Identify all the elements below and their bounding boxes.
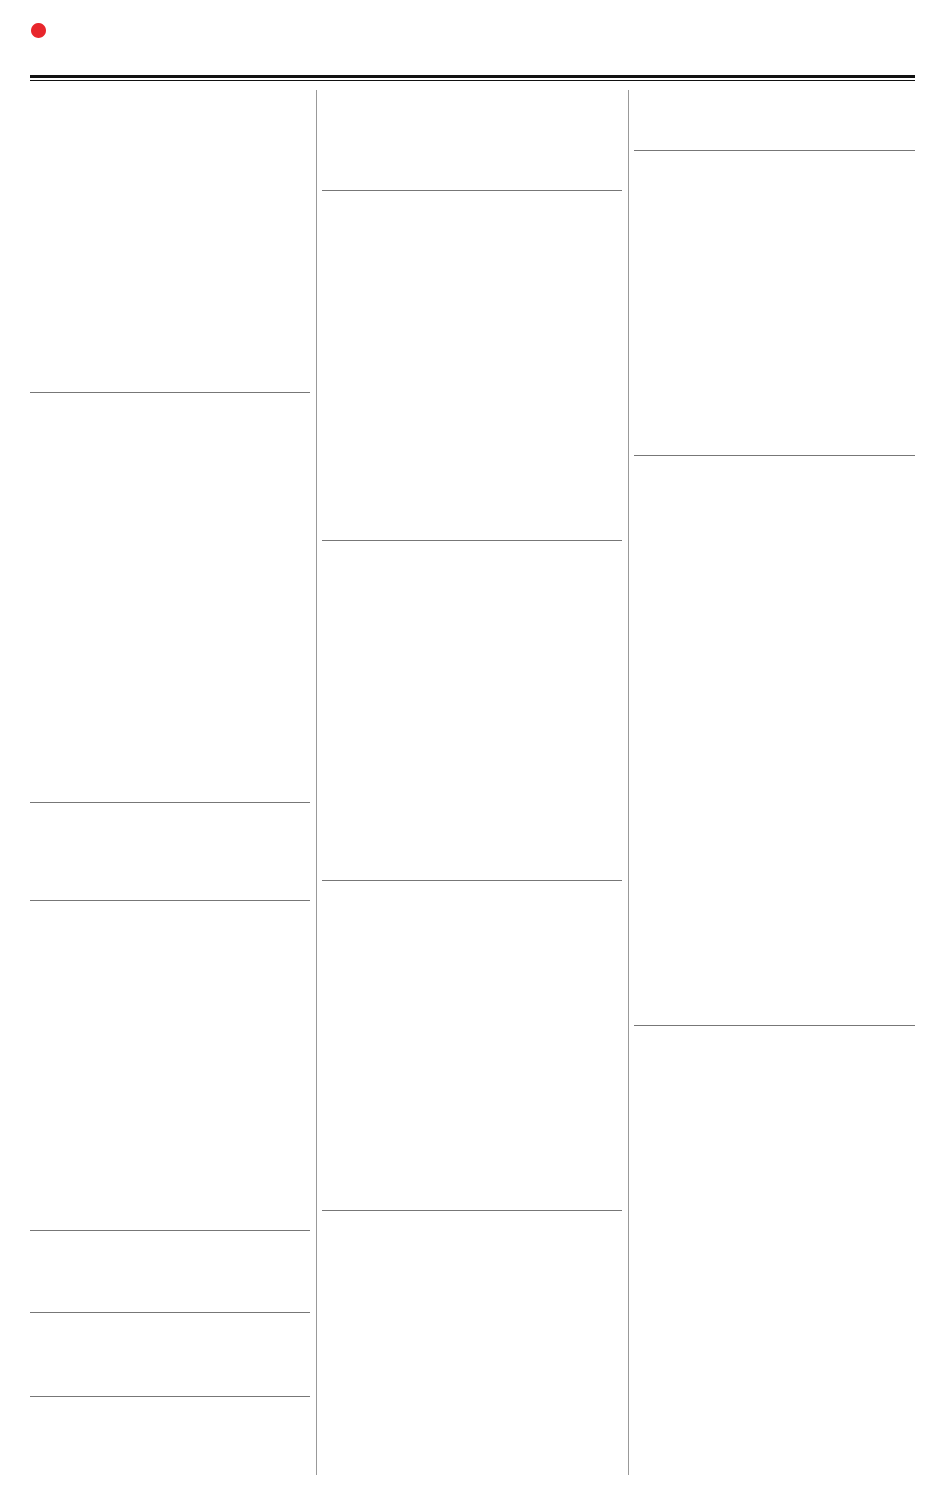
article-hospital-minister[interactable] <box>30 1318 310 1394</box>
article-divider <box>322 880 622 881</box>
article-column3-continuation <box>634 88 915 148</box>
masthead <box>0 0 945 80</box>
article-divider <box>30 1396 310 1397</box>
masthead-rule <box>30 75 915 78</box>
article-mideast-carrier[interactable] <box>30 1236 310 1310</box>
article-column2-continuation <box>322 88 622 188</box>
article-divider <box>30 392 310 393</box>
article-divider <box>322 190 622 191</box>
newspaper-logo[interactable] <box>30 16 47 47</box>
article-iranian-sailors[interactable] <box>322 886 622 1206</box>
article-divider <box>30 900 310 901</box>
article-fuel-remittance[interactable] <box>634 461 915 1021</box>
article-usa-trump[interactable] <box>30 88 310 388</box>
article-rajshahi-oil[interactable] <box>634 156 915 451</box>
article-divider <box>30 802 310 803</box>
article-women-value[interactable] <box>30 1402 310 1478</box>
column-separator <box>628 90 629 1475</box>
article-divider <box>634 1025 915 1026</box>
article-divider <box>634 150 915 151</box>
article-column3-bottom <box>634 1031 915 1478</box>
column-separator <box>316 90 317 1475</box>
article-divider <box>322 1210 622 1211</box>
article-divider <box>322 540 622 541</box>
article-mideast-war[interactable] <box>30 906 310 1228</box>
article-petrol-octane[interactable] <box>322 546 622 876</box>
article-column2-tail <box>322 1216 622 1478</box>
article-divider <box>634 455 915 456</box>
article-three-domes[interactable] <box>322 196 622 536</box>
article-eid-fare[interactable] <box>30 398 310 798</box>
article-divider <box>30 1230 310 1231</box>
logo-red-dot-icon <box>31 23 46 38</box>
masthead-rule-thin <box>30 80 915 81</box>
article-divider <box>30 1312 310 1313</box>
article-ivy-teacher[interactable] <box>30 808 310 898</box>
